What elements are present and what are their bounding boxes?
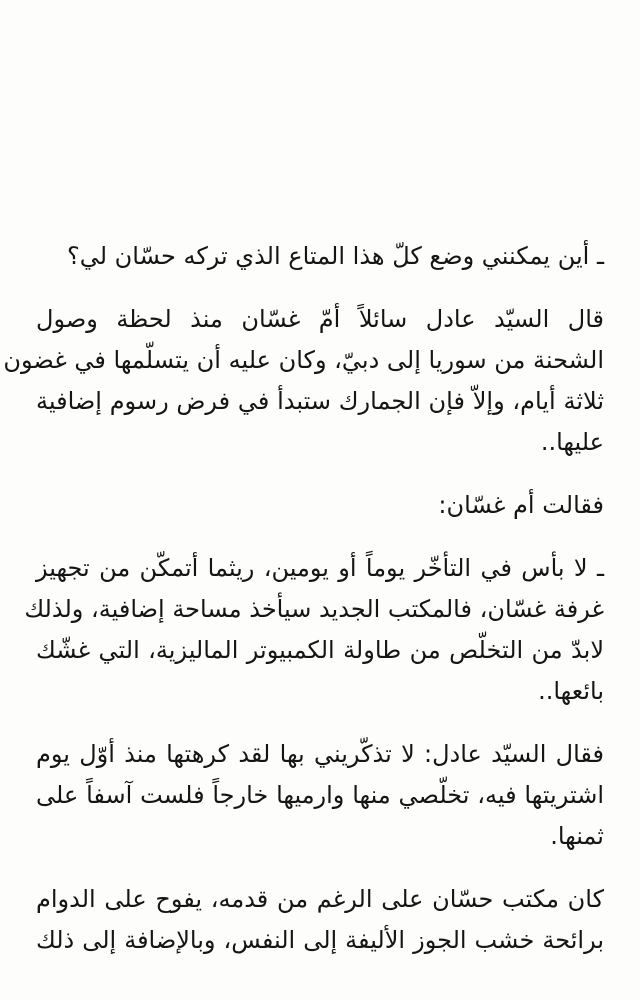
paragraph-1 (36, 236, 604, 277)
text-line: فقال السيّد عادل: لا تذكّريني بها لقد كرهتها منذ أوّل يوم (36, 740, 604, 768)
text-line: غرفة غسّان، فالمكتب الجديد سيأخذ مساحة إضافية، ولذلك (24, 595, 604, 623)
paragraph-5 (36, 734, 604, 857)
text-line: فقالت أم غسّان: (438, 491, 604, 519)
paragraph-4 (24, 548, 604, 712)
paragraph-2 (3, 299, 604, 463)
text-line: قال السيّد عادل سائلاً أمّ غسّان منذ لحظة وصول (36, 305, 604, 333)
text-line: ثمنها. (550, 822, 604, 850)
text-line: اشتريتها فيه، تخلّصي منها وارميها خارجاً فلست آسفاً على (36, 781, 604, 809)
text-line: ـ لا بأس في التأخّر يوماً أو يومين، ريثما أتمكّن من تجهيز (36, 554, 604, 582)
text-line: ثلاثة أيام، وإلاّ فإن الجمارك ستبدأ في فرض رسوم إضافية (36, 387, 604, 415)
text-line: ـ أين يمكنني وضع كلّ هذا المتاع الذي تركه حسّان لي؟ (66, 242, 604, 270)
text-line: لابدّ من التخلّص من طاولة الكمبيوتر الماليزية، التي غشّك (36, 636, 604, 664)
text-line: عليها.. (540, 428, 604, 456)
text-line: بائعها.. (538, 677, 604, 705)
text-line: الشحنة من سوريا إلى دبيّ، وكان عليه أن يتسلّمها في غضون (3, 346, 604, 374)
page-body (3, 236, 604, 983)
text-line: برائحة خشب الجوز الأليفة إلى النفس، وبالإضافة إلى ذلك (36, 926, 604, 954)
paragraph-6 (36, 879, 604, 961)
paragraph-3 (36, 485, 604, 526)
text-line: كان مكتب حسّان على الرغم من قدمه، يفوح على الدوام (36, 885, 604, 913)
